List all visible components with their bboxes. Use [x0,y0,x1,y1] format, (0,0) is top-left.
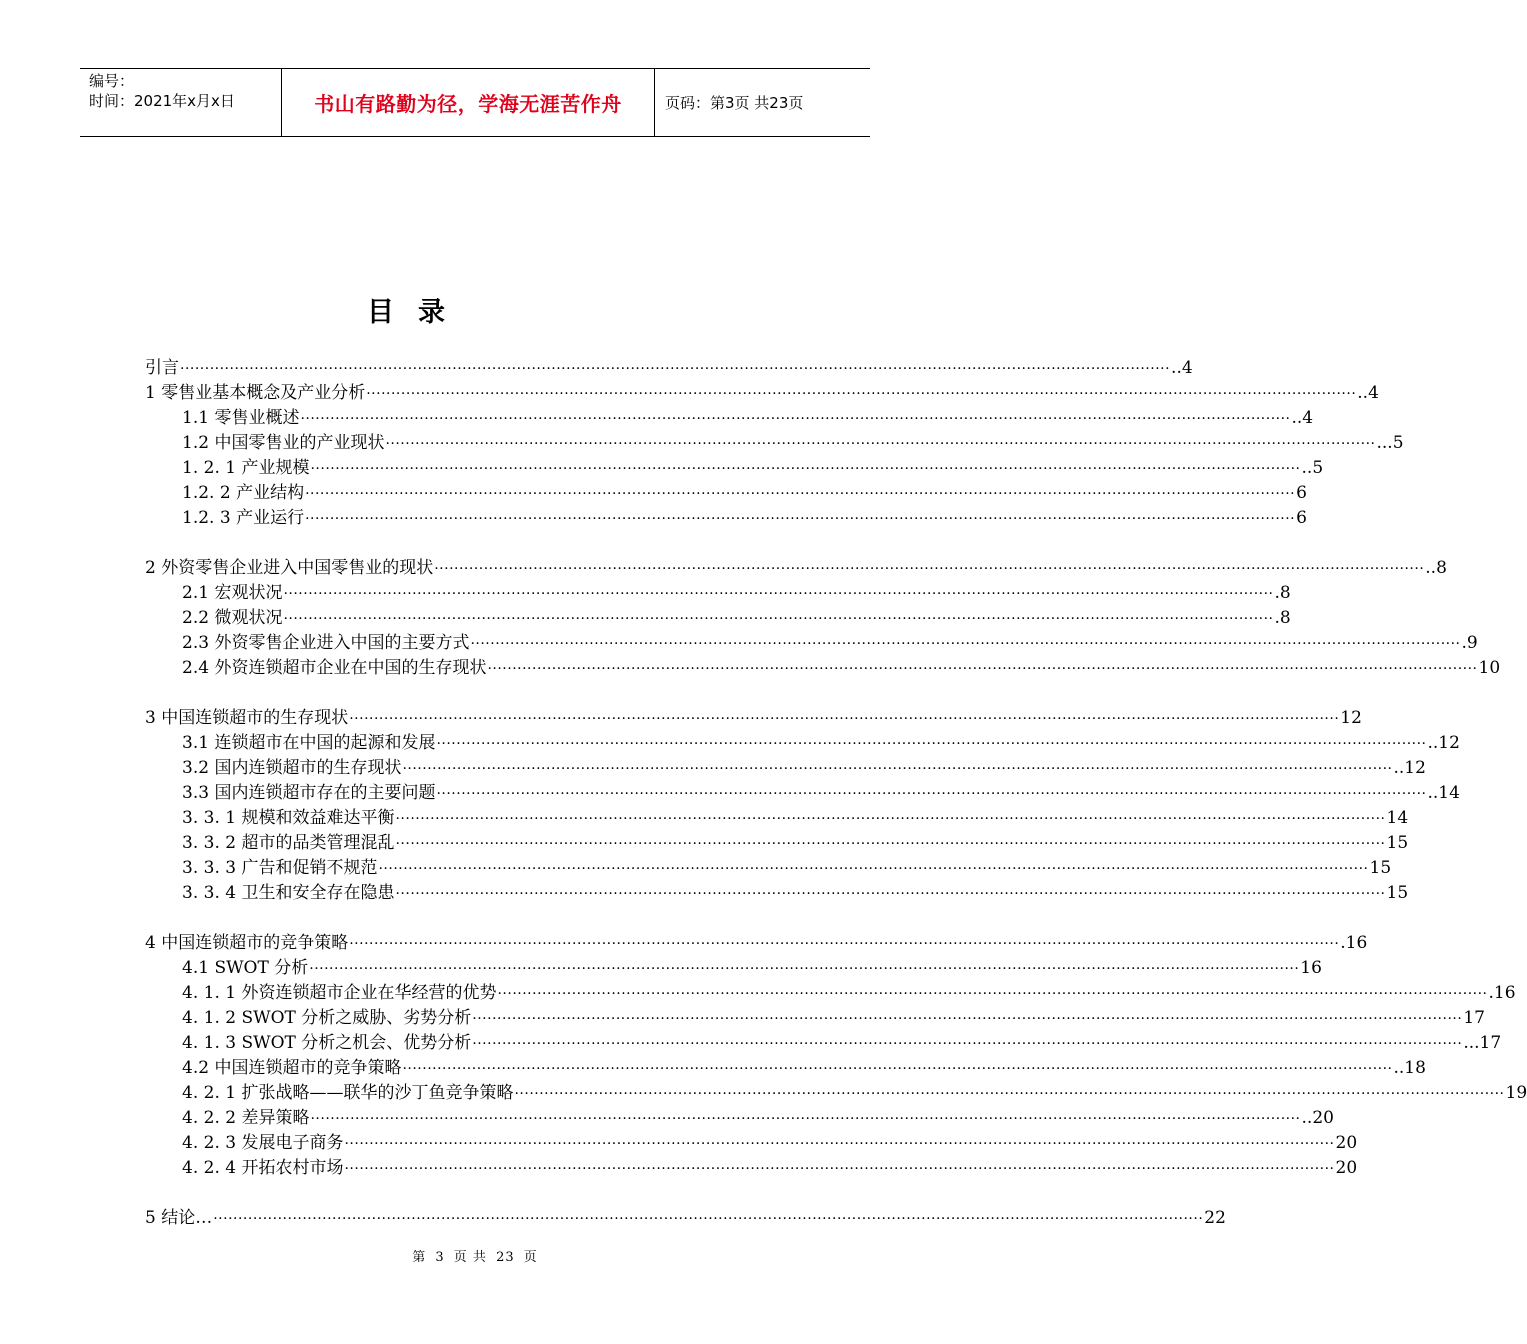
toc-entry[interactable] [182,431,1404,456]
toc-entry-label: 3. 3. 3 广告和促销不规范 [182,858,378,878]
toc-leader-dots: ········································································································································································································ [344,1136,1335,1152]
toc-entry[interactable] [182,956,1322,981]
toc-leader-dots: ········································································································································································································ [436,786,1427,802]
toc-entry[interactable] [145,1206,1226,1231]
toc-entry-page: ..18 [1393,1058,1426,1078]
toc-leader-dots: ········································································································································································································ [395,886,1386,902]
toc-entry-label: 4. 2. 2 差异策略 [182,1108,310,1128]
toc-entry-page: 20 [1335,1158,1358,1178]
toc-leader-dots: ········································································································································································································ [309,961,1300,977]
toc-leader-dots: ········································································································································································································ [385,436,1376,452]
toc-entry-label: 2.4 外资连锁超市企业在中国的生存现状 [182,658,487,678]
toc-leader-dots: ········································································································································································································ [395,836,1386,852]
toc-entry-page: ..4 [1357,383,1379,403]
toc-entry-page: 15 [1386,883,1409,903]
header-motto-cell [282,69,655,136]
toc-entry[interactable] [182,1081,1527,1106]
toc-entry-page: ..4 [1291,408,1314,428]
toc-entry-label: 5 结论… [145,1208,213,1228]
toc-leader-dots: ········································································································································································································ [472,1036,1463,1052]
toc-entry-label: 4. 2. 1 扩张战略——联华的沙丁鱼竞争策略 [182,1083,514,1103]
toc-entry[interactable] [145,381,1379,406]
toc-entry-label: 4 中国连锁超市的竞争策略 [145,933,349,953]
toc-entry[interactable] [182,981,1516,1006]
toc-entry-page: 22 [1204,1208,1226,1228]
toc-leader-dots: ········································································································································································································ [434,561,1425,577]
toc-entry-page: ..5 [1301,458,1324,478]
toc-leader-dots: ········································································································································································································ [436,736,1427,752]
toc-entry-label: 3. 3. 1 规模和效益难达平衡 [182,808,395,828]
toc-leader-dots: ········································································································································································································ [283,611,1274,627]
toc-entry-page: ..20 [1301,1108,1334,1128]
toc-entry-page: ..12 [1393,758,1426,778]
toc-entry-page: 6 [1296,508,1307,528]
toc-entry-label: 4.2 中国连锁超市的竞争策略 [182,1058,402,1078]
time-label: 时间：2021年x月x日 [89,92,235,110]
toc-entry-label: 1.1 零售业概述 [182,408,300,428]
toc-leader-dots: ········································································································································································································ [180,361,1171,377]
toc-entry-label: 4.1 SWOT 分析 [182,958,309,978]
toc-entry-label: 4. 2. 4 开拓农村市场 [182,1158,344,1178]
toc-entry[interactable] [182,631,1478,656]
toc-entry-page: 12 [1340,708,1362,728]
toc-entry-page: 19 [1505,1083,1527,1103]
toc-entry-label: 2 外资零售企业进入中国零售业的现状 [145,558,434,578]
toc-entry[interactable] [182,1131,1358,1156]
toc-entry[interactable] [182,1156,1358,1181]
toc-entry[interactable] [182,1006,1485,1031]
toc-entry-label: 1.2. 2 产业结构 [182,483,305,503]
toc-entry-label: 1 零售业基本概念及产业分析 [145,383,366,403]
footer-prefix: 第 [412,1250,427,1265]
toc-entry[interactable] [182,1031,1502,1056]
toc-entry-label: 4. 1. 2 SWOT 分析之威胁、劣势分析 [182,1008,472,1028]
toc-entry[interactable] [182,831,1409,856]
toc-entry-page: 20 [1335,1133,1358,1153]
toc-entry[interactable] [182,756,1426,781]
toc-entry-page: .16 [1340,933,1368,953]
page-header [80,68,870,137]
footer-current-page: 3 [435,1250,445,1265]
toc-entry[interactable] [145,556,1447,581]
toc-entry[interactable] [182,1056,1426,1081]
toc-leader-dots: ········································································································································································································ [487,661,1478,677]
toc-entry[interactable] [182,581,1291,606]
toc-entry-page: ...5 [1376,433,1404,453]
toc-entry[interactable] [182,806,1409,831]
toc-entry-page: ..14 [1427,783,1460,803]
toc-entry[interactable] [182,406,1314,431]
footer-middle: 页 共 [453,1250,487,1265]
toc-entry-label: 4. 1. 1 外资连锁超市企业在华经营的优势 [182,983,497,1003]
toc-entry-page: .8 [1274,608,1291,628]
toc-entry[interactable] [145,356,1193,381]
toc-entry[interactable] [182,781,1460,806]
toc-entry[interactable] [182,1106,1334,1131]
footer-total-pages: 23 [496,1250,515,1265]
toc-entry-page: 16 [1300,958,1322,978]
header-motto: 书山有路勤为径，学海无涯苦作舟 [314,92,622,116]
toc-leader-dots: ········································································································································································································ [300,411,1291,427]
toc-entry[interactable] [145,706,1362,731]
toc-leader-dots: ········································································································································································································ [472,1011,1463,1027]
toc-entry-page: .8 [1274,583,1291,603]
toc-entry-label: 3. 3. 2 超市的品类管理混乱 [182,833,395,853]
toc-entry[interactable] [182,656,1501,681]
toc-entry-label: 引言 [145,358,179,378]
toc-entry-label: 3 中国连锁超市的生存现状 [145,708,349,728]
toc-entry[interactable] [182,481,1307,506]
toc-entry-page: 15 [1369,858,1392,878]
toc-entry-page: 17 [1463,1008,1485,1028]
toc-entry-page: .16 [1488,983,1516,1003]
toc-title: 目录 [367,297,469,328]
toc-leader-dots: ········································································································································································································ [366,386,1357,402]
toc-entry-page: ..12 [1427,733,1460,753]
toc-leader-dots: ········································································································································································································ [344,1161,1335,1177]
toc-leader-dots: ········································································································································································································ [395,811,1386,827]
toc-entry[interactable] [145,931,1368,956]
toc-entry-label: 1. 2. 1 产业规模 [182,458,310,478]
toc-leader-dots: ········································································································································································································ [310,461,1301,477]
toc-entry-label: 4. 2. 3 发展电子商务 [182,1133,344,1153]
toc-entry-label: 3.2 国内连锁超市的生存现状 [182,758,402,778]
toc-entry-label: 2.2 微观状况 [182,608,283,628]
serial-label: 编号： [89,72,135,90]
toc-entry-page: 6 [1296,483,1307,503]
toc-leader-dots: ········································································································································································································ [349,936,1340,952]
toc-leader-dots: ········································································································································································································ [497,986,1488,1002]
toc-entry[interactable] [182,881,1409,906]
toc-entry[interactable] [182,506,1307,531]
footer-suffix: 页 [523,1250,538,1265]
toc-entry-label: 1.2. 3 产业运行 [182,508,305,528]
header-page-info-cell [655,69,870,136]
toc-entry-label: 4. 1. 3 SWOT 分析之机会、优势分析 [182,1033,472,1053]
toc-entry-label: 2.3 外资零售企业进入中国的主要方式 [182,633,470,653]
toc-entry-label: 3. 3. 4 卫生和安全存在隐患 [182,883,395,903]
toc-entry-label: 3.3 国内连锁超市存在的主要问题 [182,783,436,803]
toc-leader-dots: ········································································································································································································ [470,636,1461,652]
toc-leader-dots: ········································································································································································································ [283,586,1274,602]
toc-leader-dots: ········································································································································································································ [402,761,1393,777]
toc-leader-dots: ········································································································································································································ [310,1111,1301,1127]
toc-entry-page: ..8 [1425,558,1447,578]
toc-entry-label: 3.1 连锁超市在中国的起源和发展 [182,733,436,753]
toc-entry-page: ...17 [1463,1033,1502,1053]
toc-entry-label: 1.2 中国零售业的产业现状 [182,433,385,453]
toc-leader-dots: ········································································································································································································ [378,861,1369,877]
toc-leader-dots: ········································································································································································································ [402,1061,1393,1077]
header-page-info: 页码：第3页 共23页 [665,94,804,112]
toc-entry-page: .9 [1461,633,1478,653]
toc-entry[interactable] [182,456,1324,481]
toc-entry[interactable] [182,731,1460,756]
toc-entry-page: ..4 [1171,358,1193,378]
toc-entry-page: 14 [1386,808,1409,828]
toc-leader-dots: ········································································································································································································ [349,711,1340,727]
toc-leader-dots: ········································································································································································································ [305,511,1296,527]
toc-leader-dots: ········································································································································································································ [213,1211,1204,1227]
toc-entry-page: 10 [1478,658,1501,678]
toc-entry[interactable] [182,856,1392,881]
toc-entry[interactable] [182,606,1291,631]
toc-leader-dots: ········································································································································································································ [305,486,1296,502]
header-meta [80,69,282,136]
page-footer [0,1246,950,1265]
toc-entry-label: 2.1 宏观状况 [182,583,283,603]
toc-entry-page: 15 [1386,833,1409,853]
toc-leader-dots: ········································································································································································································ [514,1086,1505,1102]
